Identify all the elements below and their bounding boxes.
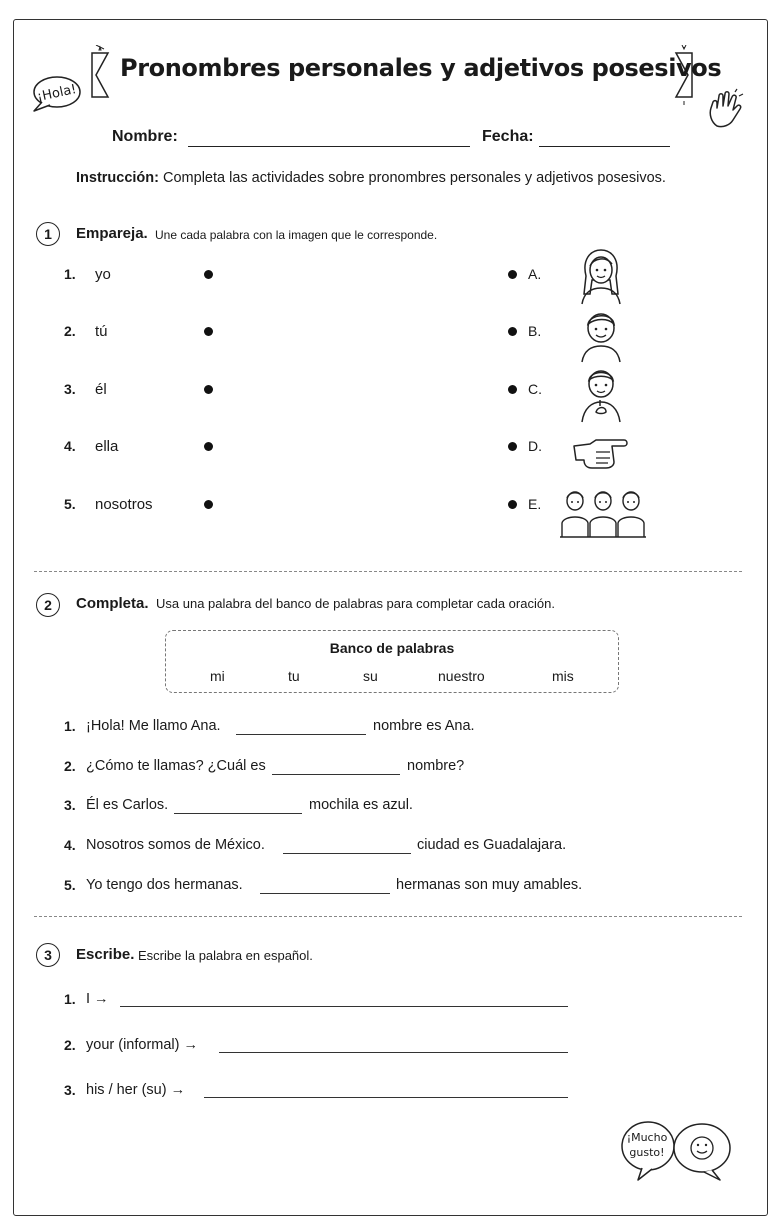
sentence-before: Nosotros somos de México.: [86, 837, 265, 853]
pointing-hand-icon: [572, 432, 632, 477]
hola-text: ¡Hola!: [35, 82, 78, 105]
match-letter: D.: [528, 438, 542, 454]
sentence-number: 1.: [64, 718, 76, 734]
match-number: 5.: [64, 496, 76, 512]
section-1-description: Une cada palabra con la imagen que le corresponde.: [155, 228, 438, 242]
match-word: él: [95, 381, 107, 398]
match-letter: C.: [528, 381, 542, 397]
section-3-title: Escribe.: [76, 946, 135, 963]
match-letter: A.: [528, 266, 542, 282]
sentence-after: hermanas son muy amables.: [396, 877, 583, 893]
word-bank-item: tu: [288, 668, 300, 684]
sentence-number: 2.: [64, 758, 76, 774]
sentence-before: ¡Hola! Me llamo Ana.: [86, 718, 221, 734]
boy-icon: [576, 306, 626, 369]
match-letter: B.: [528, 323, 542, 339]
page-title: Pronombres personales y adjetivos posesivos: [120, 54, 722, 82]
section-2-title: Completa.: [76, 595, 149, 612]
word-bank-title: Banco de palabras: [329, 640, 455, 656]
match-dot-left[interactable]: [204, 385, 213, 394]
banner-left-icon: [88, 45, 112, 108]
sentence-blank[interactable]: [272, 774, 400, 775]
section-1-title: Empareja.: [76, 225, 148, 242]
sentence-number: 5.: [64, 877, 76, 893]
match-word: tú: [95, 323, 108, 340]
match-dot-left[interactable]: [204, 327, 213, 336]
match-word: yo: [95, 266, 111, 283]
group-of-three-icon: [560, 487, 646, 544]
sentence-before: Yo tengo dos hermanas.: [86, 877, 243, 893]
boy-pointing-self-icon: [576, 364, 626, 429]
section-2-description: Usa una palabra del banco de palabras para completar cada oración.: [156, 596, 555, 611]
mucho-gusto-text: ¡Mucho gusto!: [626, 1131, 668, 1159]
match-number: 1.: [64, 266, 76, 282]
name-label: Nombre:: [112, 128, 178, 145]
match-dot-right[interactable]: [508, 385, 517, 394]
match-dot-right[interactable]: [508, 442, 517, 451]
match-word: ella: [95, 438, 119, 455]
match-dot-right[interactable]: [508, 327, 517, 336]
write-answer-line[interactable]: [219, 1052, 568, 1053]
section-divider: [34, 916, 742, 917]
write-number: 1.: [64, 991, 76, 1007]
instruction: Instrucción: Completa las actividades sobre pronombres personales y adjetivos posesivos.: [76, 170, 666, 186]
match-number: 3.: [64, 381, 76, 397]
sentence-after: nombre?: [407, 758, 465, 774]
match-dot-right[interactable]: [508, 500, 517, 509]
sentence-blank[interactable]: [236, 734, 366, 735]
match-word: nosotros: [95, 496, 153, 513]
match-number: 4.: [64, 438, 76, 454]
word-bank-item: mis: [552, 668, 574, 684]
section-3-number: 3: [36, 943, 60, 967]
match-dot-left[interactable]: [204, 270, 213, 279]
word-bank-item: mi: [210, 668, 225, 684]
date-field-line[interactable]: [539, 146, 670, 147]
write-answer-line[interactable]: [120, 1006, 568, 1007]
sentence-blank[interactable]: [260, 893, 390, 894]
write-answer-line[interactable]: [204, 1097, 568, 1098]
sentence-before: ¿Cómo te llamas? ¿Cuál es: [86, 758, 266, 774]
word-bank-item: nuestro: [438, 668, 485, 684]
section-2-number: 2: [36, 593, 60, 617]
sentence-before: Él es Carlos.: [86, 797, 169, 813]
sentence-blank[interactable]: [283, 853, 411, 854]
section-1-number: 1: [36, 222, 60, 246]
section-3-description: Escribe la palabra en español.: [138, 948, 313, 963]
match-dot-right[interactable]: [508, 270, 517, 279]
sentence-after: ciudad es Guadalajara.: [417, 837, 567, 853]
sentence-after: nombre es Ana.: [373, 718, 475, 734]
write-number: 2.: [64, 1037, 76, 1053]
sentence-number: 3.: [64, 797, 76, 813]
section-divider: [34, 571, 742, 572]
word-bank-item: su: [363, 668, 378, 684]
sentence-number: 4.: [64, 837, 76, 853]
match-dot-left[interactable]: [204, 442, 213, 451]
date-label: Fecha:: [482, 128, 534, 145]
sentence-after: mochila es azul.: [309, 797, 413, 813]
girl-icon: [576, 246, 626, 311]
sentence-blank[interactable]: [174, 813, 302, 814]
match-dot-left[interactable]: [204, 500, 213, 509]
word-bank: [165, 630, 619, 693]
waving-hand-icon: [705, 88, 747, 135]
write-prompt: your (informal) →: [86, 1037, 198, 1053]
match-letter: E.: [528, 496, 542, 512]
write-number: 3.: [64, 1082, 76, 1098]
match-number: 2.: [64, 323, 76, 339]
name-field-line[interactable]: [188, 146, 470, 147]
write-prompt: I →: [86, 991, 109, 1007]
write-prompt: his / her (su) →: [86, 1082, 186, 1098]
